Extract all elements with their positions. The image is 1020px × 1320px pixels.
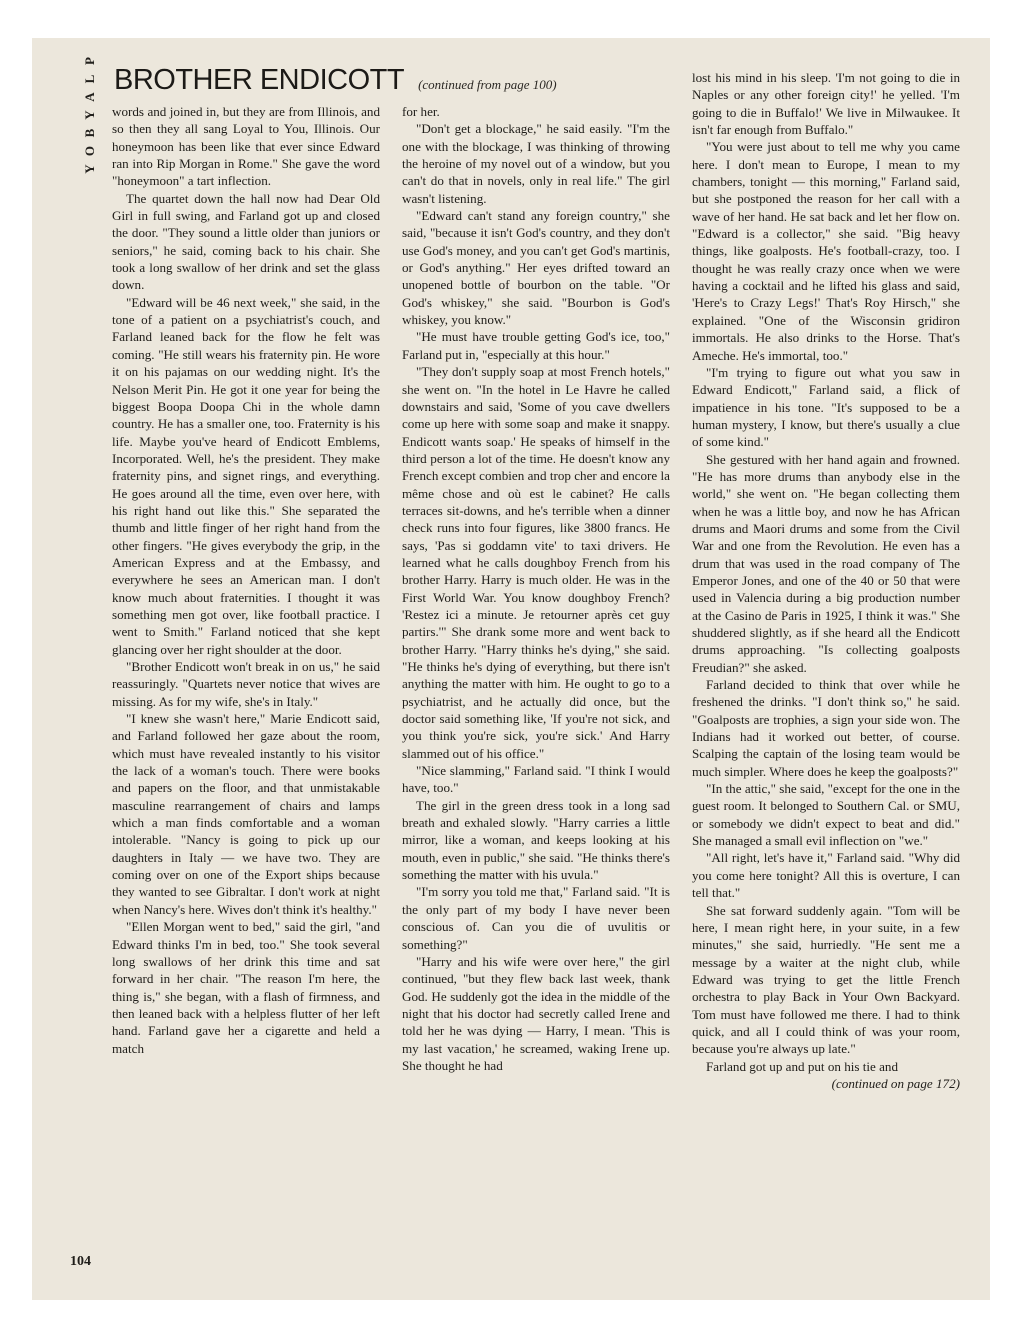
paragraph: "Nice slamming," Farland said. "I think I would have, too." bbox=[402, 763, 670, 796]
paragraph: "He must have trouble getting God's ice, too," Farland put in, "especially at this hour." bbox=[402, 329, 670, 362]
paragraph: "Edward can't stand any foreign country," she said, "because it isn't God's country, and they don't use God's money, and you can't get God's martinis, or God's anything." Her eyes drifted toward an unopened bottle of bourbon on the table. "Or God's whiskey," she said. "Bourbon is God's whiskey, you know." bbox=[402, 208, 670, 328]
page-number: 104 bbox=[70, 1254, 91, 1269]
paragraph: "Don't get a blockage," he said easily. "I'm the one with the blockage, I was thinking of throwing the heroine of my novel out of a window, but you can't do that in novels, only in real life." The girl wasn't listening. bbox=[402, 121, 670, 206]
paragraph: She sat forward suddenly again. "Tom will be here, I mean right here, in your suite, in a few minutes," she said, hurriedly. "He sent me a message by a waiter at the night club, while Edward was trying to get the little French orchestra to play Back in Your Own Backyard. Tom must have followed me there. I had to think quick, and all I could think of was your room, because you're always up late." bbox=[692, 902, 960, 1057]
paragraph: The girl in the green dress took in a long sad breath and exhaled slowly. "Harry carries a little mirror, like a woman, and keeps looking at his mouth, even in public," she said. "He thinks there's something the matter with his uvula." bbox=[402, 797, 670, 883]
paragraph: Farland got up and put on his tie and bbox=[706, 1058, 899, 1074]
article-title: BROTHER ENDICOTT bbox=[114, 64, 405, 96]
text-column-3 bbox=[692, 69, 960, 1092]
paragraph: words and joined in, but they are from Illinois, and so then they all sang Loyal to You, Illinois. Our honeymoon has been like that ever since Edward ran into Rip Morgan in Rome." She gave the word "honeymoon" a tart inflection. bbox=[112, 104, 380, 189]
paragraph: "Harry and his wife were over here," the girl continued, "but they flew back last week, thank God. He suddenly got the idea in the middle of the night that his doctor had secretly called Irene and told her he was dying — Harry, I mean. 'This is my last vacation,' he screamed, waking Irene up. She thought he had bbox=[402, 953, 670, 1073]
paragraph: The quartet down the hall now had Dear Old Girl in full swing, and Farland got up and closed the door. "They sound a little older than juniors or seniors," he said, coming back to his chair. She took a long swallow of her drink and set the glass down. bbox=[112, 190, 380, 293]
paragraph: She gestured with her hand again and frowned. "He has more drums than anybody else in the world," she went on. "He began collecting them when he was a little boy, and now he has African drums and Maori drums and some from the Civil War and one from the Revolution. He even has a drum that was used in the road company of The Emperor Jones, and one of the 40 or 50 that were used in Valencia during a big production number at the Casino de Paris in 1925, I think it was." She shuddered slightly, as if she heard all the Endicott drums approaching. "Is collecting goalposts Freudian?" she asked. bbox=[692, 451, 960, 675]
text-column-2 bbox=[402, 103, 670, 1074]
magazine-letter: P bbox=[82, 57, 97, 65]
paragraph: lost his mind in his sleep. 'I'm not going to die in Naples or any other foreign city!' he yelled. 'I'm going to die in Buffalo!' We live in Milwaukee. It isn't far enough from Buffalo." bbox=[692, 70, 960, 138]
magazine-letter: Y bbox=[82, 110, 97, 120]
paragraph: "Ellen Morgan went to bed," said the girl, "and Edward thinks I'm in bed, too." She took several long swallows of her drink this time and sat forward in her chair. "The reason I'm here, the thing is," she began, with a flash of firmness, and then leaned back with a helpless flutter of her left hand. Farland gave her a cigarette and held a match bbox=[112, 919, 380, 1056]
paragraph: "You were just about to tell me why you came here. I don't mean to Europe, I mean to my chambers, tonight — this morning," Farland said, but she postponed the reason for her call with a wave of her hand. He sat back and let her flow on. "Edward is a collector," she said. "Big heavy things, like goalposts. He's football-crazy, too. I thought he was really crazy once when we were having a cocktail and he lifted his glass and said, 'Here's to Crazy Legs!' That's Roy Hirsch," she explained. "One of the Wisconsin gridiron immortals. He also drinks to the Horse. That's Ameche. He's immortal, too." bbox=[692, 139, 960, 363]
magazine-letter: O bbox=[82, 145, 97, 157]
article-headline bbox=[114, 64, 557, 104]
continued-from-note: (continued from page 100) bbox=[418, 77, 557, 92]
text-column-1 bbox=[112, 103, 380, 1057]
magazine-letter: L bbox=[82, 74, 97, 84]
paragraph: "Brother Endicott won't break in on us," he said reassuringly. "Quartets never notice that wives are missing. As for my wife, she's in Italy." bbox=[112, 659, 380, 709]
magazine-letter: A bbox=[82, 92, 97, 102]
paragraph: "All right, let's have it," Farland said. "Why did you come here tonight? All this is overture, I can tell that." bbox=[692, 850, 960, 901]
paragraph: "Edward will be 46 next week," she said, in the tone of a patient on a psychiatrist's couch, and Farland leaned back for the flow he felt was coming. "He still wears his fraternity pin. He wore it on his pajamas on our wedding night. It's the Nelson Merit Pin. He got it one year for being the biggest Boopa Doopa Chi in the whole damn country. He has a smaller one, too. Fraternity is his life. Maybe you've heard of Endicott Emblems, Incorporated. Well, he's the president. They make fraternity pins, and signet rings, and everything. He goes around all the time, even over here, with his right hand out like this." She separated the thumb and little finger of her right hand from the other fingers. "He gives everybody the grip, in the American Express and at the Embassy, and everywhere he sees an American man. I don't know much about fraternities. I thought it was something men got over, like football practice. I went to Smith." Farland noticed that she kept glancing over her right shoulder at the door. bbox=[112, 294, 380, 657]
paragraph: "I'm sorry you told me that," Farland said. "It is the only part of my body I have never been conscious of. Can you die of uvulitis or something?" bbox=[402, 884, 670, 952]
magazine-name-vertical bbox=[82, 52, 98, 178]
paragraph: "I knew she wasn't here," Marie Endicott said, and Farland followed her gaze about the room, which must have revealed instantly to his visitor the lack of a woman's touch. There were books and papers on the floor, and that unmistakable masculine rearrangement of chairs and lamps which a man finds comfortable and a woman intolerable. "Nancy is going to pick up our daughters in Italy — we have two. They are coming over on one of the Export ships because they wanted to see Gibraltar. I don't work at night when Nancy's here. Wives don't think it's healthy." bbox=[112, 711, 380, 917]
paragraph: Farland decided to think that over while he freshened the drinks. "I don't think so," he said. "Goalposts are trophies, a sign your side won. The Indians had it worked out better, of course. Scalping the captain of the losing team would be much simpler. Where does he keep the goalposts?" bbox=[692, 677, 960, 779]
paragraph: "They don't supply soap at most French hotels," she went on. "In the hotel in Le Havre he called downstairs and said, 'Some of you cave dwellers come up here with some soap and make it snappy. Endicott wants soap.' He speaks of himself in the third person a lot of the time. He doesn't know any French except combien and trop cher and encore la même chose and où est le cabinet? He calls terraces sit-downs, and he's terrible when a dinner check runs into four figures, like 3800 francs. He says, 'Pas si goddamn vite' to taxi drivers. He learned what he calls doughboy French from his brother Harry. Harry is much older. He was in the First World War. You know doughboy French? 'Restez ici a minute. Je retourner après cet guy partirs.'" She drank some more and went back to brother Harry. "Harry thinks he's dying," she said. "He thinks he's dying of everything, but there isn't anything the matter with him. He ought to go to a psychiatrist, and he actually did once, but the doctor said something like, 'If you're not sick, and you think you're sick, you're sick.' And Harry slammed out of his office." bbox=[402, 364, 670, 761]
magazine-letter: B bbox=[82, 128, 97, 138]
paragraph: "In the attic," she said, "except for the one in the guest room. It belonged to Southern Cal. or SMU, or somebody we didn't expect to beat and did." She managed a small evil inflection on "we." bbox=[692, 781, 960, 849]
paragraph: "I'm trying to figure out what you saw in Edward Endicott," Farland said, a flick of impatience in his tone. "It's supposed to be a human mystery, I know, but there's usually a clue of some kind." bbox=[692, 364, 960, 450]
continued-on-note: (continued on page 172) bbox=[831, 1075, 960, 1091]
magazine-letter: Y bbox=[82, 164, 97, 174]
paragraph: for her. bbox=[402, 104, 440, 119]
